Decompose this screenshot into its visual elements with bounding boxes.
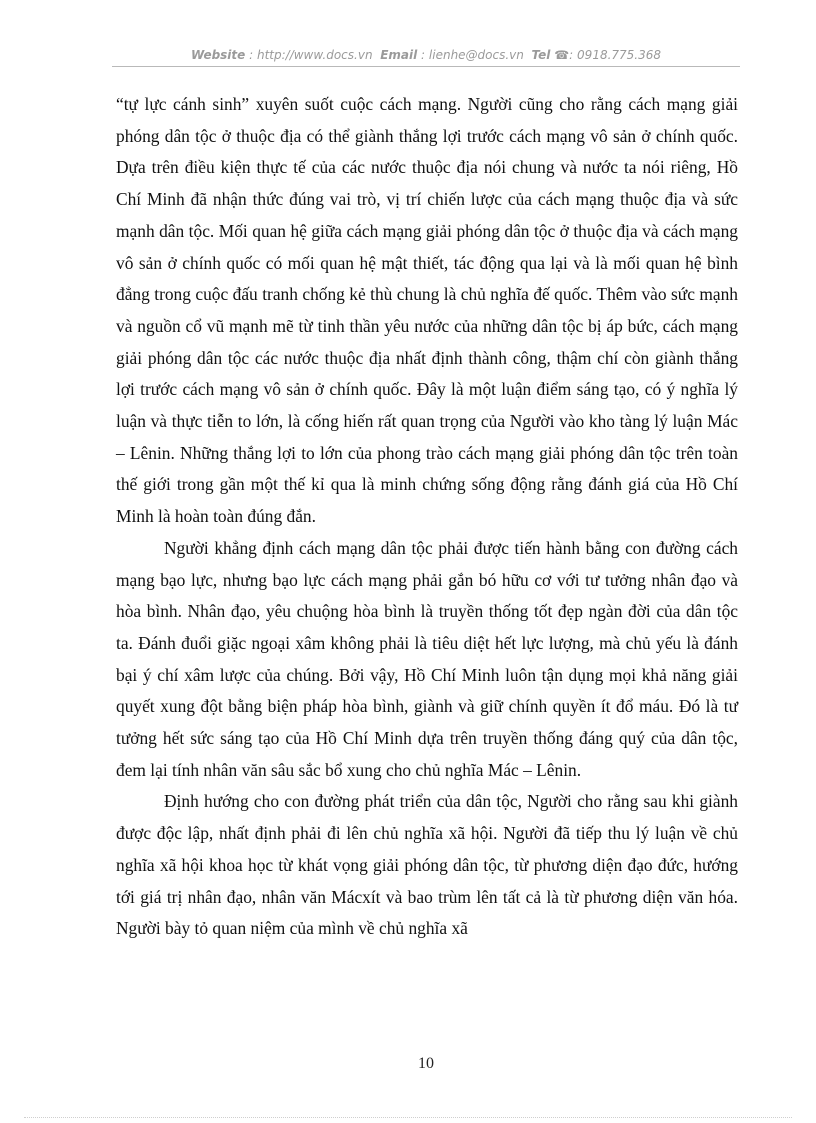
paragraph-3: Định hướng cho con đường phát triển của dân tộc, Người cho rằng sau khi giành được độc lập, nhất định phải đi lên chủ nghĩa xã hội. Người đã tiếp thu lý luận về chủ nghĩa xã hội khoa học từ khát vọng giải phóng dân tộc, từ phương diện đạo đức, hướng tới giá trị nhân đạo, nhân văn Mácxít và bao trùm lên tất cả là từ phương diện văn hóa. Người bày tỏ quan niệm của mình về chủ nghĩa xã (116, 791, 738, 939)
page-header (112, 46, 740, 64)
page-number: 10 (418, 1055, 434, 1072)
website-separator: : (245, 48, 257, 62)
website-url[interactable]: http://www.docs.vn (256, 48, 373, 62)
paragraph-1: “tự lực cánh sinh” xuyên suốt cuộc cách mạng. Người cũng cho rằng cách mạng giải phóng dân tộc ở thuộc địa có thể giành thắng lợi trước cách mạng vô sản ở chính quốc. Dựa trên điều kiện thực tế của các nước thuộc địa nói chung và nước ta nói riêng, Hồ Chí Minh đã nhận thức đúng vai trò, vị trí chiến lược của cách mạng thuộc địa và sức mạnh dân tộc. Mối quan hệ giữa cách mạng giải phóng dân tộc ở thuộc địa và cách mạng vô sản ở chính quốc có mối quan hệ mật thiết, tác động qua lại và là mối quan hệ bình đẳng trong cuộc đấu tranh chống kẻ thù chung là chủ nghĩa đế quốc. Thêm vào sức mạnh và nguồn cổ vũ mạnh mẽ từ tinh thần yêu nước của những dân tộc bị áp bức, cách mạng giải phóng dân tộc các nước thuộc địa nhất định thành công, thậm chí còn giành thắng lợi trước cách mạng vô sản ở chính quốc. Đây là một luận điểm sáng tạo, có ý nghĩa lý luận và thực tiễn to lớn, là cống hiến rất quan trọng của Người vào kho tàng lý luận Mác – Lênin. Những thắng lợi to lớn của phong trào cách mạng giải phóng dân tộc trên toàn thế giới trong gần một thế kỉ qua là minh chứng sống động rằng đánh giá của Hồ Chí Minh là hoàn toàn đúng đắn. (116, 94, 738, 527)
header-divider (112, 66, 740, 67)
document-body (116, 89, 738, 945)
phone-icon: ☎: (550, 48, 578, 62)
paragraph-2: Người khẳng định cách mạng dân tộc phải được tiến hành bằng con đường cách mạng bạo lực, nhưng bạo lực cách mạng phải gắn bó hữu cơ với tư tưởng nhân đạo và hòa bình. Nhân đạo, yêu chuộng hòa bình là truyền thống tốt đẹp ngàn đời của dân tộc ta. Đánh đuổi giặc ngoại xâm không phải là tiêu diệt hết lực lượng, mà chủ yếu là đánh bại ý chí xâm lược của chúng. Bởi vậy, Hồ Chí Minh luôn tận dụng mọi khả năng giải quyết xung đột bằng biện pháp hòa bình, giành và giữ chính quyền ít đổ máu. Đó là tư tưởng hết sức sáng tạo của Hồ Chí Minh dựa trên truyền thống đáng quý của dân tộc, đem lại tính nhân văn sâu sắc bổ xung cho chủ nghĩa Mác – Lênin. (116, 537, 738, 780)
footer-divider (24, 1117, 792, 1118)
email-label: Email (380, 48, 418, 62)
website-label: Website (190, 48, 246, 62)
tel-number: 0918.775.368 (577, 48, 662, 62)
tel-label: Tel (531, 48, 551, 62)
email-address[interactable]: lienhe@docs.vn (428, 48, 524, 62)
email-separator: : (417, 48, 429, 62)
